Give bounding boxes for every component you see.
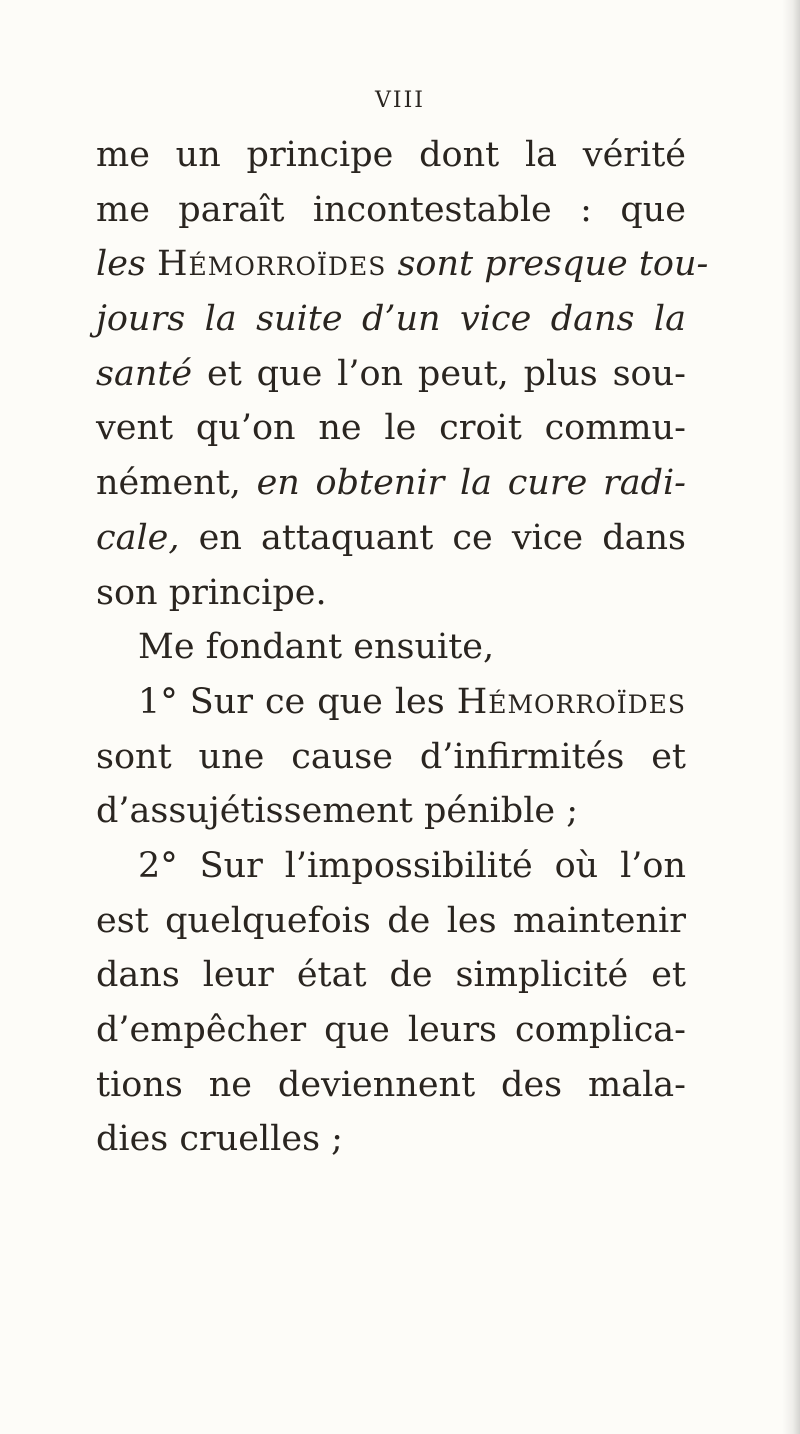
text-line: 2° Sur l’impossibilité où l’on <box>138 845 686 886</box>
text-line: d’empêcher que leurs complica- <box>96 1010 686 1050</box>
text-line: les Hémorroïdes sont presque tou- <box>96 244 709 285</box>
text-line: cale, en attaquant ce vice dans <box>96 517 686 558</box>
text-line: 1° Sur ce que les Hémorroïdes <box>138 681 686 722</box>
text-line: d’assujétissement pénible ; <box>96 791 579 832</box>
text-line: me un principe dont la vérité <box>96 135 686 175</box>
term-hemorroides: Hémorroïdes <box>157 244 387 285</box>
text-line: dans leur état de simplicité et <box>96 955 686 996</box>
text-line: jours la suite d’un vice dans la <box>96 299 686 340</box>
text-line: nément, en obtenir la cure radi- <box>96 463 687 504</box>
text-line: santé et que l’on peut, plus sou- <box>96 353 686 394</box>
term-hemorroides: Hémorroïdes <box>456 681 686 722</box>
text-line: tions ne deviennent des mala- <box>96 1064 686 1105</box>
text-line: Me fondant ensuite, <box>138 627 495 668</box>
text-line: dies cruelles ; <box>96 1119 343 1160</box>
text-line: sont une cause d’infirmités et <box>96 736 686 777</box>
text-line: son principe. <box>96 572 327 613</box>
page-edge-shadow <box>782 0 800 1434</box>
text-line: est quelquefois de les maintenir <box>96 900 686 941</box>
text-line: me paraît incontestable : que <box>96 189 686 230</box>
text-line: vent qu’on ne le croit commu- <box>96 408 686 449</box>
page-number: VIII <box>375 88 425 113</box>
body-text <box>96 128 709 1167</box>
